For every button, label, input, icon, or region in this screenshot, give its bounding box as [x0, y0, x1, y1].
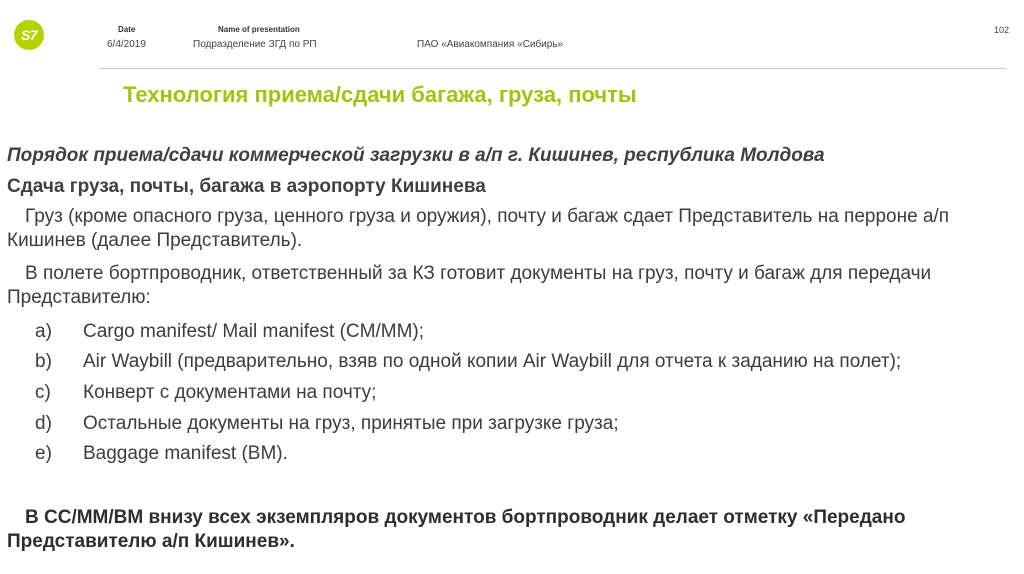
paragraph-2: В полете бортпроводник, ответственный за КЗ готовит документы на груз, почту и багаж для передачи Представителю: [7, 263, 932, 308]
list-marker: e) [35, 443, 52, 464]
slide-title: Технология приема/сдачи багажа, груза, почты [123, 82, 637, 107]
s7-logo [14, 20, 44, 50]
paragraph-1: Груз (кроме опасного груза, ценного груза и оружия), почту и багаж сдает Представитель на перроне а/п Кишинев (далее Представитель). [7, 206, 950, 251]
list-item [35, 381, 376, 405]
subheading: Сдача груза, почты, багажа в аэропорту Кишинева [7, 176, 486, 197]
list-item [35, 412, 619, 436]
list-item [35, 442, 288, 466]
list-text: Baggage manifest (BM). [83, 443, 288, 464]
list-text: Остальные документы на груз, принятые при загрузке груза; [83, 413, 619, 434]
list-marker: c) [35, 382, 51, 403]
section-heading: Порядок приема/сдачи коммерческой загрузки в а/п г. Кишинев, республика Молдова [7, 145, 825, 166]
list-marker: a) [35, 321, 52, 342]
list-item [35, 350, 901, 374]
list-item [35, 320, 424, 344]
presentation-name-label: Name of presentation [218, 25, 300, 34]
page-number: 102 [994, 25, 1010, 35]
list-text: Air Waybill (предварительно, взяв по одной копии Air Waybill для отчета к заданию на полет); [83, 351, 902, 372]
company-text: ПАО «Авиакомпания «Сибирь» [417, 39, 564, 50]
list-marker: b) [35, 351, 52, 372]
list-text: Конверт с документами на почту; [83, 382, 377, 403]
logo-text: S7 [20, 27, 38, 43]
final-note: В CC/MM/BM внизу всех экземпляров документов бортпроводник делает отметку «Передано Представителю а/п Кишинев». [7, 507, 906, 552]
header-divider [100, 68, 1006, 69]
date-label: Date [118, 25, 136, 34]
department-text: Подразделение ЗГД по РП [193, 39, 317, 50]
date-value: 6/4/2019 [107, 39, 146, 50]
list-marker: d) [35, 413, 52, 434]
list-text: Cargo manifest/ Mail manifest (CM/MM); [83, 321, 425, 342]
